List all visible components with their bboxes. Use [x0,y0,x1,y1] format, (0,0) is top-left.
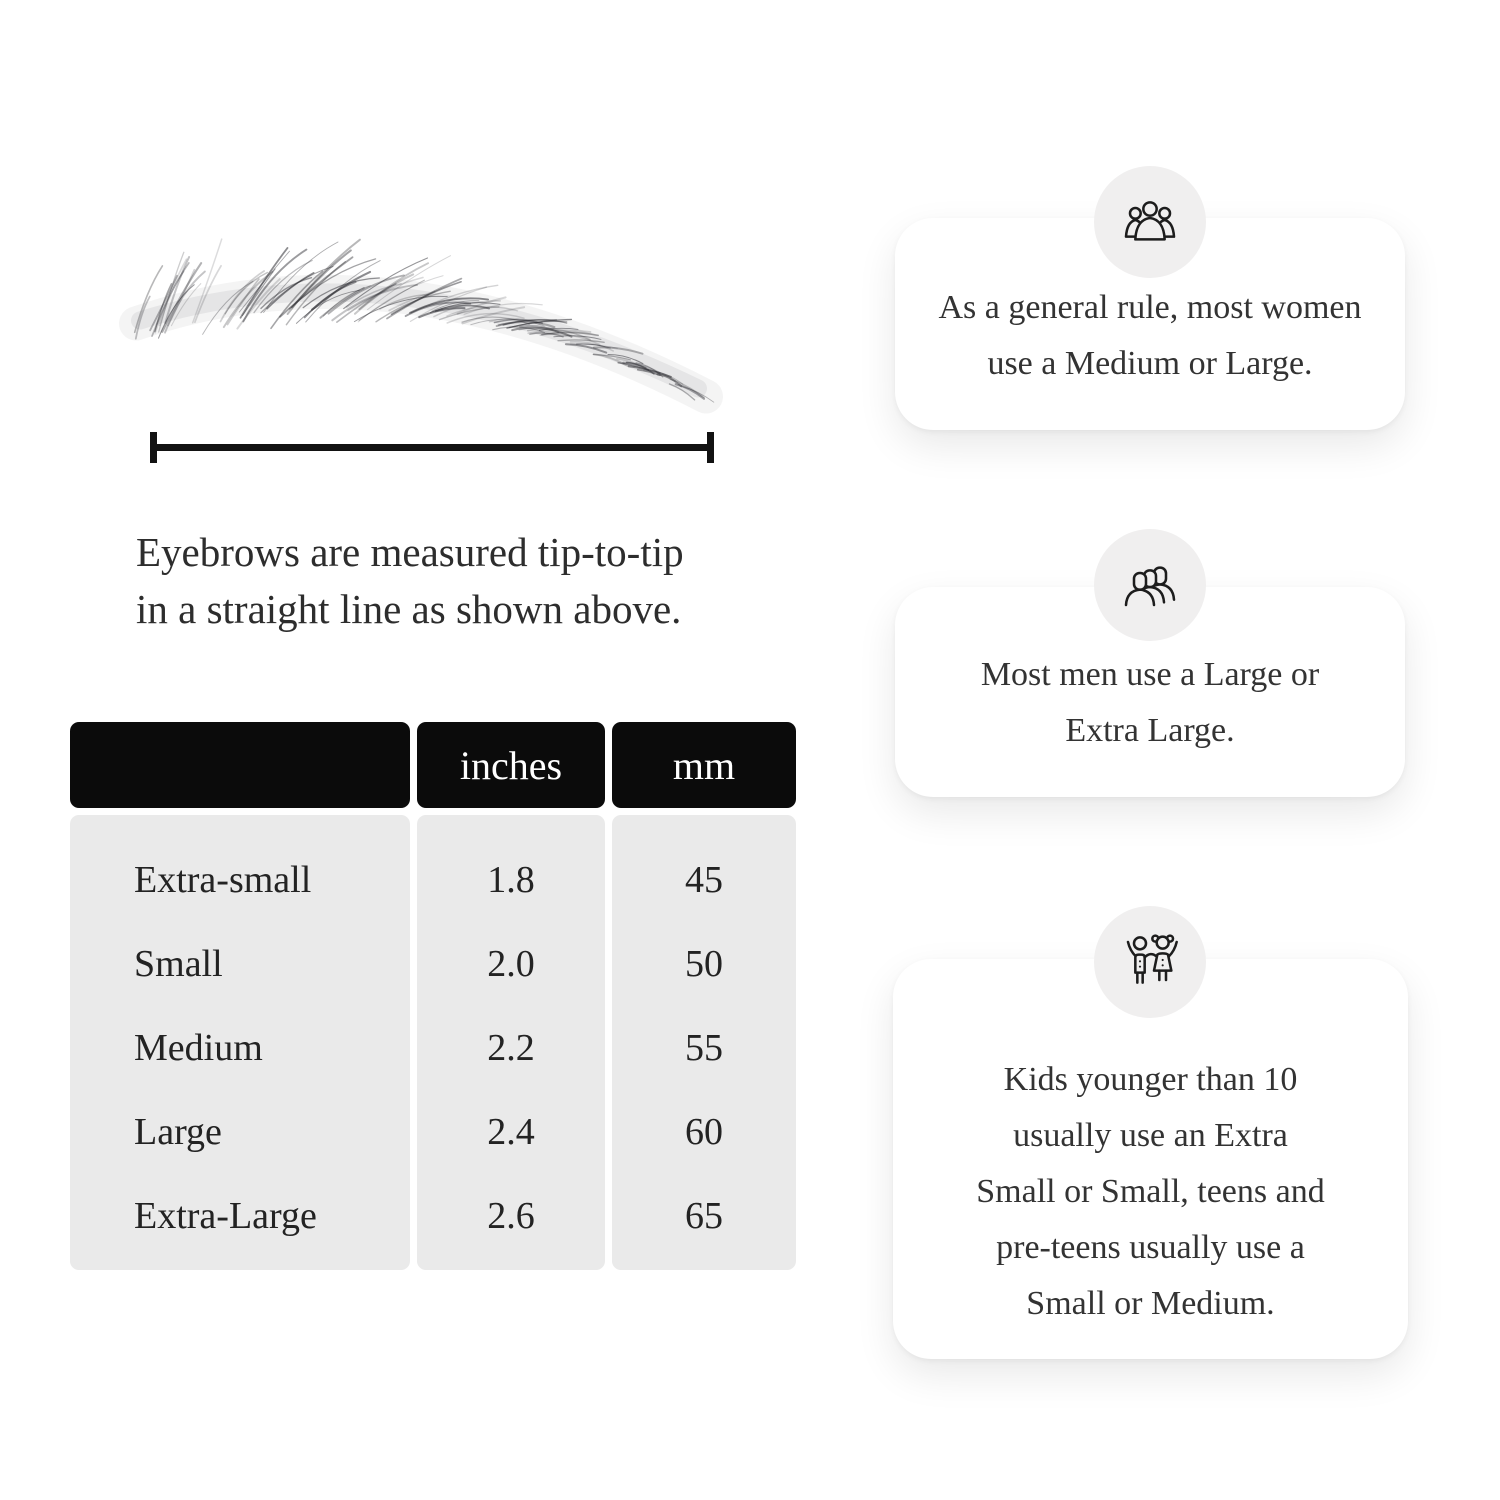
women-group-icon [1118,190,1182,254]
eyebrow-illustration [118,228,733,414]
table-column-mm [612,815,796,1270]
mm-value-cell: 55 [685,1027,723,1069]
caption-line: Eyebrows are measured tip-to-tip [136,529,684,575]
mm-value-cell: 60 [685,1111,723,1153]
card-text-line: Most men use a Large or [980,656,1320,693]
men-group-icon [1118,553,1182,617]
size-label-cell: Large [134,1111,222,1153]
table-column-labels [70,815,410,1270]
size-label-cell: Medium [134,1027,263,1069]
card-text-line: As a general rule, most women [938,289,1362,326]
measurement-line [150,444,714,451]
mm-value-cell: 65 [685,1195,723,1237]
card-text-line: Kids younger than 10 [1003,1061,1298,1098]
kids-icon [1118,930,1182,994]
card-text-line: pre-teens usually use a [996,1229,1305,1266]
table-header-inches: inches [417,722,605,808]
caption-line: in a straight line as shown above. [136,586,682,632]
inches-value-cell: 2.4 [487,1111,535,1153]
card-text-line: Extra Large. [1065,712,1235,749]
icon-badge-men [1094,529,1206,641]
measure-tick-left [150,432,157,463]
mm-value-cell: 45 [685,859,723,901]
card-text-line: Small or Small, teens and [976,1173,1325,1210]
card-text-line: use a Medium or Large. [987,345,1313,382]
info-card-kids [893,959,1408,1359]
inches-value-cell: 2.6 [487,1195,535,1237]
icon-badge-kids [1094,906,1206,1018]
size-table [70,722,796,1270]
inches-value-cell: 2.0 [487,943,535,985]
mm-value-cell: 50 [685,943,723,985]
measure-tick-right [707,432,714,463]
size-label-cell: Small [134,943,223,985]
table-column-inches [417,815,605,1270]
size-label-cell: Extra-small [134,859,312,901]
icon-badge-women [1094,166,1206,278]
card-text-line: usually use an Extra [1013,1117,1288,1154]
table-header-blank [70,722,410,808]
card-text-line: Small or Medium. [1026,1285,1275,1322]
figure-caption [136,524,684,638]
size-label-cell: Extra-Large [134,1195,317,1237]
inches-value-cell: 1.8 [487,859,535,901]
inches-value-cell: 2.2 [487,1027,535,1069]
table-header-mm: mm [612,722,796,808]
